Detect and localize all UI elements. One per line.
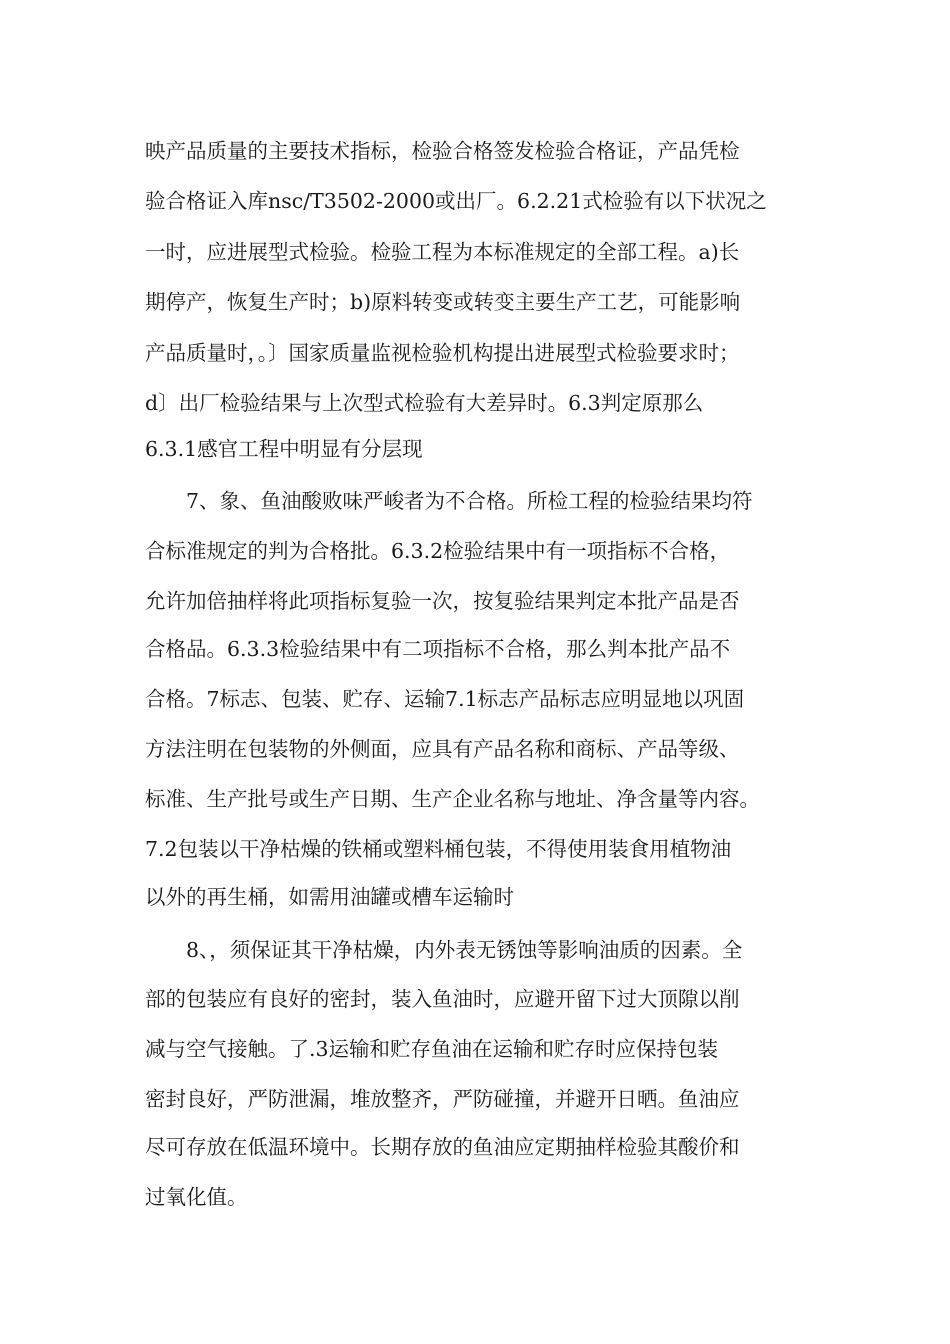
text-line: 8、，须保证其干净枯燥，内外表无锈蚀等影响油质的因素。全 <box>186 938 743 962</box>
text-line: 6.3.1感官工程中明显有分层现 <box>145 437 423 461</box>
text-line: 合格。7标志、包装、贮存、运输7.1标志产品标志应明显地以巩固 <box>145 687 745 711</box>
text-line: 尽可存放在低温环境中。长期存放的鱼油应定期抽样检验其酸价和 <box>145 1135 740 1159</box>
text-line: 合标准规定的判为合格批。6.3.2检验结果中有一项指标不合格， <box>145 539 731 563</box>
text-line: 减与空气接触。了.3运输和贮存鱼油在运输和贮存时应保持包装 <box>145 1037 719 1061</box>
text-line: 一时，应进展型式检验。检验工程为本标准规定的全部工程。a)长 <box>145 240 740 264</box>
text-line: 产品质量时，。〕国家质量监视检验机构提出进展型式检验要求时； <box>145 341 740 365</box>
text-line: 方法注明在包装物的外侧面，应具有产品名称和商标、产品等级、 <box>145 737 740 761</box>
text-line: 7.2包装以干净枯燥的铁桶或塑料桶包装，不得使用装食用植物油 <box>145 837 732 861</box>
text-line: 密封良好，严防泄漏，堆放整齐，严防碰撞，并避开日晒。鱼油应 <box>145 1087 740 1111</box>
text-line: d〕出厂检验结果与上次型式检验有大差异时。6.3判定原那么 <box>145 391 704 415</box>
text-line: 标准、生产批号或生产日期、生产企业名称与地址、净含量等内容。 <box>145 787 760 811</box>
text-line: 允许加倍抽样将此项指标复验一次，按复验结果判定本批产品是否 <box>145 589 740 613</box>
text-line: 合格品。6.3.3检验结果中有二项指标不合格，那么判本批产品不 <box>145 637 731 661</box>
text-line: 以外的再生桶，如需用油罐或槽车运输时 <box>145 885 514 909</box>
text-line: 期停产，恢复生产时；b)原料转变或转变主要生产工艺，可能影响 <box>145 290 741 314</box>
text-line: 7、象、鱼油酸败味严峻者为不合格。所检工程的检验结果均符 <box>186 489 753 513</box>
text-line: 验合格证入库nsc/T3502-2000或出厂。6.2.21式检验有以下状况之 <box>145 189 767 213</box>
text-line: 过氧化值。 <box>145 1185 248 1209</box>
text-line: 部的包装应有良好的密封，装入鱼油时，应避开留下过大顶隙以削 <box>145 987 740 1011</box>
text-line: 映产品质量的主要技术指标，检验合格签发检验合格证，产品凭检 <box>145 139 740 163</box>
